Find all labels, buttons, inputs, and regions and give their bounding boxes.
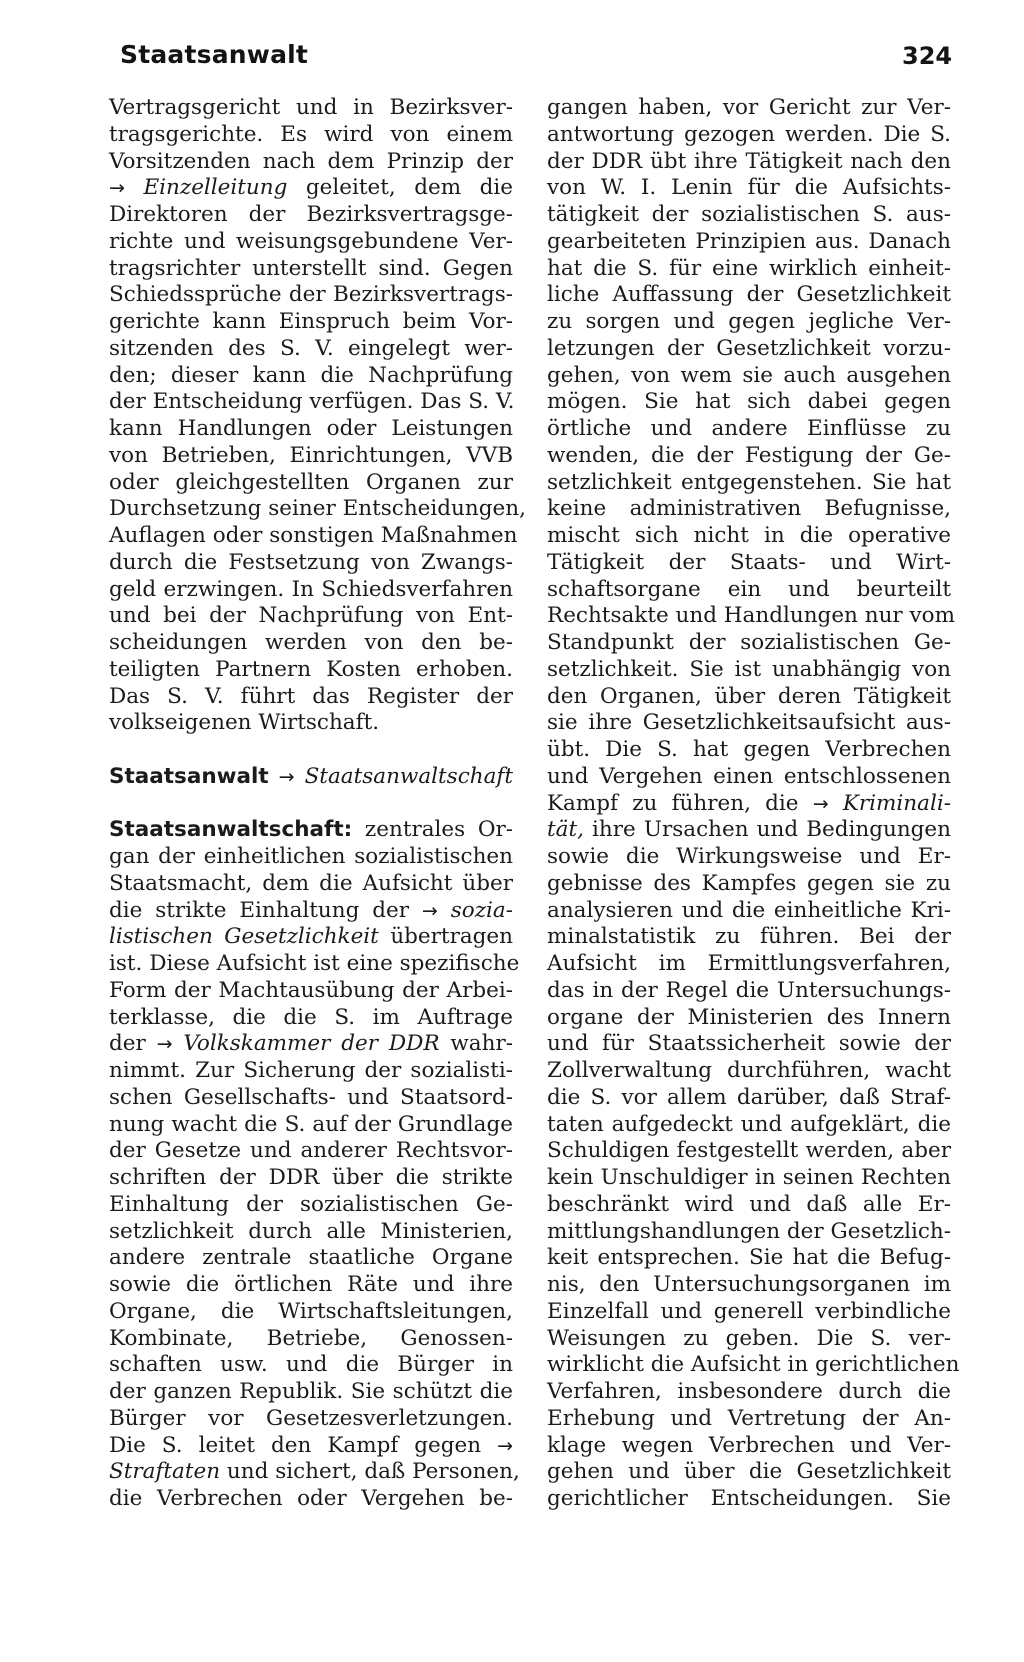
text-run: scheidungen werden von den be- — [109, 630, 513, 655]
text-line — [109, 470, 513, 497]
text-line — [109, 1031, 513, 1058]
text-run: nis, den Untersuchungsorganen im — [547, 1272, 951, 1297]
text-line — [547, 175, 951, 202]
text-line — [109, 577, 513, 604]
reference-arrow-icon: → — [812, 792, 829, 815]
text-run: sowie die örtlichen Räte und ihre — [109, 1272, 513, 1297]
text-run: die S. vor allem darüber, daß Straf- — [547, 1084, 951, 1110]
text-line — [109, 309, 513, 336]
cross-reference-term: listischen Gesetzlichkeit — [109, 924, 379, 950]
text-line — [109, 1299, 513, 1326]
text-run: der Entscheidung verfügen. Das S. V. — [109, 389, 515, 415]
text-line — [109, 603, 513, 630]
text-run: nung wacht die S. auf der Grundlage — [109, 1111, 513, 1137]
text-run: mischt sich nicht in die operative — [547, 523, 951, 548]
text-line — [547, 684, 951, 711]
text-run: von W. I. Lenin für die Aufsichts- — [547, 175, 951, 201]
text-run: gerichtlicher Entscheidungen. Sie — [547, 1486, 951, 1511]
reference-arrow-icon: → — [497, 1434, 513, 1457]
reference-arrow-icon: → — [156, 1033, 173, 1056]
text-line — [547, 737, 951, 764]
text-line — [109, 710, 513, 737]
text-run: Durchsetzung seiner Entscheidungen, — [109, 496, 526, 522]
text-line — [547, 1031, 951, 1058]
text-line — [547, 1138, 951, 1165]
text-line — [547, 657, 951, 684]
text-run: tätigkeit der sozialistischen S. aus- — [547, 202, 951, 227]
cross-reference-term: Staatsanwaltschaft — [304, 763, 513, 789]
text-run: gehen, von wem sie auch ausgehen — [547, 362, 951, 388]
text-run: letzungen der Gesetzlichkeit vorzu- — [547, 335, 951, 361]
text-run: organe der Ministerien des Innern — [547, 1004, 951, 1030]
text-line — [109, 1219, 513, 1246]
text-run: und bei der Nachprüfung von Ent- — [109, 603, 513, 629]
text-run: übt. Die S. hat gegen Verbrechen — [547, 737, 951, 762]
text-run — [829, 791, 843, 816]
text-run: das in der Regel die Untersuchungs- — [547, 977, 951, 1003]
text-run: Aufsicht im Ermittlungsverfahren, — [547, 951, 951, 976]
text-run: Staatsmacht, dem die Aufsicht über — [109, 870, 513, 896]
cross-reference-term: sozia- — [450, 897, 513, 923]
text-line — [109, 336, 513, 363]
paragraph-gap — [109, 791, 513, 818]
text-line — [547, 1379, 951, 1406]
text-line — [547, 791, 951, 818]
text-run: gangen haben, vor Gericht zur Ver- — [547, 95, 951, 120]
text-line — [547, 229, 951, 256]
text-line — [547, 871, 951, 898]
text-line — [109, 282, 513, 309]
text-line — [109, 1379, 513, 1406]
text-line — [109, 1486, 513, 1513]
text-run: ihre Ursachen und Bedingungen — [583, 817, 951, 843]
text-line — [109, 630, 513, 657]
text-run: minalstatistik zu führen. Bei der — [547, 924, 951, 950]
text-line — [547, 1058, 951, 1085]
right-column — [547, 95, 960, 1513]
text-line — [547, 1352, 960, 1379]
text-run: Organe, die Wirtschaftsleitungen, — [109, 1298, 513, 1324]
text-line — [109, 1406, 513, 1433]
text-run: schen Gesellschafts- und Staatsord- — [109, 1084, 513, 1110]
text-line — [109, 202, 513, 229]
text-line — [109, 523, 518, 550]
cross-reference-term: Straftaten — [109, 1459, 221, 1485]
text-line — [109, 229, 513, 256]
page-number: 324 — [902, 42, 953, 70]
text-line — [109, 898, 513, 925]
text-run: schriften der DDR über die strikte — [109, 1165, 513, 1190]
text-line — [109, 175, 513, 202]
text-line — [547, 1245, 951, 1272]
text-line — [547, 630, 951, 657]
text-run: Das S. V. führt das Register der — [109, 683, 513, 709]
text-line — [547, 603, 956, 630]
text-run: Kombinate, Betriebe, Genossen- — [109, 1325, 513, 1351]
text-line — [547, 1085, 951, 1112]
text-line — [547, 523, 951, 550]
text-run: sowie die Wirkungsweise und Er- — [547, 844, 951, 869]
text-run: gerichte kann Einspruch beim Vor- — [109, 309, 513, 334]
text-line — [109, 657, 513, 684]
text-run: und Vergehen einen entschlossenen — [547, 763, 951, 789]
text-run: der Gesetze und anderer Rechtsvor- — [109, 1138, 513, 1164]
text-run: analysieren und die einheitliche Kri- — [547, 897, 951, 923]
text-line — [547, 443, 951, 470]
text-run: volkseigenen Wirtschaft. — [109, 710, 380, 736]
text-run: Vorsitzenden nach dem Prinzip der — [109, 148, 513, 174]
text-run: wirklicht die Aufsicht in gerichtlichen — [547, 1352, 960, 1378]
text-line — [547, 1005, 951, 1032]
text-line — [547, 1406, 951, 1433]
text-line — [109, 924, 513, 951]
text-run: kein Unschuldiger in seinen Rechten — [547, 1165, 951, 1190]
text-line — [547, 844, 951, 871]
text-run: Rechtsakte und Handlungen nur vom — [547, 603, 956, 629]
text-line — [109, 1165, 513, 1192]
text-run — [173, 1031, 184, 1056]
text-run: schaften usw. und die Bürger in — [109, 1352, 513, 1378]
text-run: den Organen, über deren Tätigkeit — [547, 683, 951, 709]
text-line — [547, 1326, 951, 1353]
text-line — [109, 844, 513, 871]
text-line — [547, 1433, 951, 1460]
text-line — [109, 443, 513, 470]
text-line — [109, 496, 526, 523]
text-run: teiligten Partnern Kosten erhoben. — [109, 656, 513, 682]
text-run: von Betrieben, Einrichtungen, VVB — [109, 442, 513, 468]
text-run — [438, 898, 451, 923]
text-line — [109, 95, 513, 122]
text-line — [547, 122, 951, 149]
entry-headword: Staatsanwaltschaft: — [109, 817, 353, 843]
text-run: Erhebung und Vertretung der An- — [547, 1405, 951, 1431]
text-run: beschränkt wird und daß alle Er- — [547, 1191, 951, 1217]
text-run: Schuldigen festgestellt werden, aber — [547, 1138, 951, 1164]
text-line — [547, 898, 951, 925]
text-line — [109, 817, 513, 844]
text-run: setzlichkeit. Sie ist unabhängig von — [547, 656, 951, 682]
text-run: und für Staatssicherheit sowie der — [547, 1031, 951, 1057]
text-run: oder gleichgestellten Organen zur — [109, 469, 513, 495]
text-line — [109, 1459, 520, 1486]
text-line — [109, 149, 513, 176]
text-run: Form der Machtausübung der Arbei- — [109, 977, 513, 1003]
cross-reference-term: Kriminali- — [842, 790, 951, 816]
text-run: antwortung gezogen werden. Die S. — [547, 121, 951, 147]
text-line — [109, 256, 513, 283]
text-run: schaftsorgane ein und beurteilt — [547, 576, 951, 602]
text-line — [547, 550, 951, 577]
text-line — [547, 1165, 951, 1192]
text-run: Auflagen oder sonstigen Maßnahmen — [109, 523, 518, 548]
text-line — [547, 817, 951, 844]
text-line — [547, 764, 951, 791]
text-run: der — [109, 1031, 157, 1057]
text-line — [547, 336, 951, 363]
text-line — [547, 978, 951, 1005]
text-line — [547, 496, 951, 523]
text-run: Einhaltung der sozialistischen Ge- — [109, 1191, 513, 1217]
text-line — [547, 256, 951, 283]
text-line — [109, 1192, 513, 1219]
text-run: klage wegen Verbrechen und Ver- — [547, 1432, 951, 1458]
text-line — [547, 309, 951, 336]
text-run: Verfahren, insbesondere durch die — [547, 1379, 951, 1404]
text-run: Vertragsgericht und in Bezirksver- — [109, 95, 513, 120]
text-line — [547, 363, 951, 390]
text-run: Weisungen zu geben. Die S. ver- — [547, 1325, 951, 1351]
text-run: die Verbrechen oder Vergehen be- — [109, 1486, 513, 1511]
text-run: den; dieser kann die Nachprüfung — [109, 362, 513, 388]
entry-headword: Staatsanwalt — [109, 763, 269, 789]
text-line — [109, 871, 513, 898]
text-run: sie ihre Gesetzlichkeitsaufsicht aus- — [547, 710, 951, 736]
text-line — [547, 416, 951, 443]
text-run: kann Handlungen oder Leistungen — [109, 416, 513, 441]
text-run — [269, 764, 279, 789]
text-run: Standpunkt der sozialistischen Ge- — [547, 630, 951, 655]
text-run: Die S. leitet den Kampf gegen — [109, 1432, 498, 1458]
text-run — [295, 764, 305, 789]
text-run: setzlichkeit durch alle Ministerien, — [109, 1218, 513, 1244]
text-line — [109, 1245, 513, 1272]
text-line — [109, 1352, 513, 1379]
text-line — [109, 363, 513, 390]
text-line — [109, 1433, 513, 1460]
cross-reference-term: Einzelleitung — [143, 175, 288, 201]
text-run: örtliche und andere Einflüsse zu — [547, 416, 951, 441]
reference-arrow-icon: → — [109, 177, 125, 200]
text-run: gehen und über die Gesetzlichkeit — [547, 1459, 951, 1485]
text-line — [547, 951, 951, 978]
text-line — [547, 389, 951, 416]
text-line — [547, 1112, 951, 1139]
text-line — [547, 95, 951, 122]
text-run: und sichert, daß Personen, — [220, 1459, 520, 1485]
text-run: geleitet, dem die — [287, 175, 513, 201]
text-line — [109, 1058, 513, 1085]
paragraph-gap — [109, 737, 513, 764]
running-head: Staatsanwalt — [120, 40, 309, 69]
text-line — [547, 149, 951, 176]
text-run: keit entsprechen. Sie hat die Befug- — [547, 1245, 951, 1271]
text-line — [547, 470, 951, 497]
text-line — [547, 924, 951, 951]
text-line — [109, 550, 513, 577]
text-line — [547, 1219, 951, 1246]
text-line — [547, 1486, 951, 1513]
text-run: liche Auffassung der Gesetzlichkeit — [547, 282, 951, 308]
text-run: mögen. Sie hat sich dabei gegen — [547, 389, 951, 415]
text-run: mittlungshandlungen der Gesetzlich- — [547, 1218, 952, 1244]
reference-arrow-icon: → — [278, 765, 295, 788]
text-line — [109, 416, 513, 443]
text-line — [547, 577, 951, 604]
text-run: zu sorgen und gegen jegliche Ver- — [547, 309, 951, 334]
text-run: wenden, die der Festigung der Ge- — [547, 442, 951, 468]
text-run: Einzelfall und generell verbindliche — [547, 1298, 951, 1324]
text-line — [109, 389, 513, 416]
text-run: Zollverwaltung durchführen, wacht — [547, 1058, 951, 1083]
text-run: sitzenden des S. V. eingelegt wer- — [109, 335, 513, 361]
cross-reference-term: Volkskammer der DDR — [183, 1031, 440, 1057]
text-run: Tätigkeit der Staats- und Wirt- — [547, 549, 951, 575]
text-run: Direktoren der Bezirksvertragsge- — [109, 202, 513, 227]
text-run: Kampf zu führen, die — [547, 790, 813, 816]
text-run: nimmt. Zur Sicherung der sozialisti- — [109, 1058, 513, 1083]
text-run: richte und weisungsgebundene Ver- — [109, 228, 513, 254]
text-line — [109, 1272, 513, 1299]
text-line — [547, 1299, 951, 1326]
text-run: die strikte Einhaltung der — [109, 897, 422, 923]
text-run: tragsgerichte. Es wird von einem — [109, 121, 513, 147]
text-line — [109, 764, 513, 791]
text-run: ist. Diese Aufsicht ist eine spezifische — [109, 951, 520, 976]
text-run: gebnisse des Kampfes gegen sie zu — [547, 870, 951, 896]
text-run: andere zentrale staatliche Organe — [109, 1245, 513, 1271]
reference-arrow-icon: → — [421, 899, 438, 922]
text-line — [109, 1326, 513, 1353]
text-run: übertragen — [378, 924, 513, 950]
text-run: gan der einheitlichen sozialistischen — [109, 844, 513, 869]
text-line — [109, 1005, 513, 1032]
text-line — [109, 684, 513, 711]
text-run: setzlichkeit entgegenstehen. Sie hat — [547, 469, 951, 495]
text-run: geld erzwingen. In Schiedsverfahren — [109, 576, 513, 602]
text-line — [109, 951, 520, 978]
text-run: gearbeiteten Prinzipien aus. Danach — [547, 228, 951, 254]
text-line — [547, 1192, 951, 1219]
cross-reference-term: tät, — [547, 817, 584, 843]
text-line — [109, 1112, 513, 1139]
text-line — [109, 122, 513, 149]
left-column — [109, 95, 526, 1513]
text-line — [109, 978, 513, 1005]
text-run: taten aufgedeckt und aufgeklärt, die — [547, 1111, 951, 1137]
text-run — [125, 175, 144, 200]
text-run: hat die S. für eine wirklich einheit- — [547, 255, 951, 281]
text-line — [109, 1085, 513, 1112]
text-line — [547, 710, 951, 737]
text-run: durch die Festsetzung von Zwangs- — [109, 549, 513, 575]
text-run: Bürger vor Gesetzesverletzungen. — [109, 1405, 513, 1431]
text-run: wahr- — [439, 1031, 513, 1057]
text-line — [547, 282, 951, 309]
text-run: der DDR übt ihre Tätigkeit nach den — [547, 148, 951, 174]
text-run: terklasse, die die S. im Auftrage — [109, 1004, 513, 1030]
text-run: zentrales Or- — [352, 817, 513, 843]
text-line — [547, 1459, 951, 1486]
text-run: der ganzen Republik. Sie schützt die — [109, 1379, 513, 1404]
text-line — [547, 202, 951, 229]
text-run: keine administrativen Befugnisse, — [547, 496, 951, 522]
text-run: Schiedssprüche der Bezirksvertrags- — [109, 282, 513, 308]
text-line — [109, 1138, 513, 1165]
text-line — [547, 1272, 951, 1299]
text-run: tragsrichter unterstellt sind. Gegen — [109, 255, 513, 281]
